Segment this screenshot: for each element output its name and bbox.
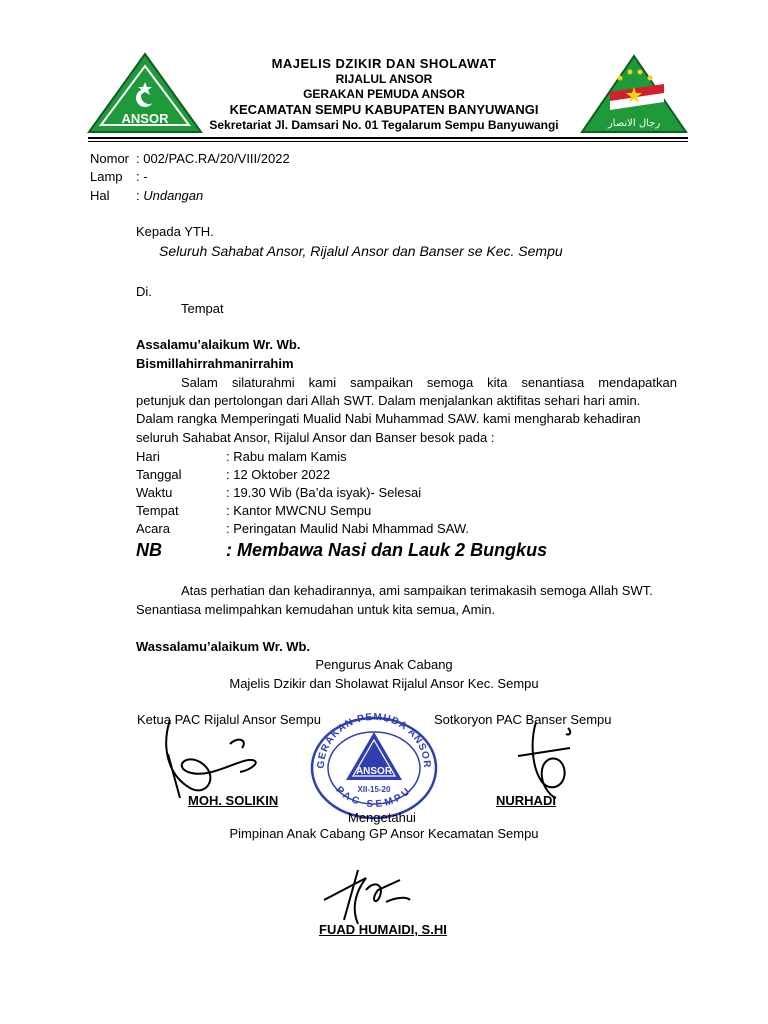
approver-name: FUAD HUMAIDI, S.HI [319, 922, 447, 937]
nomor-value: : 002/PAC.RA/20/VIII/2022 [136, 151, 290, 166]
detail-value: : 12 Oktober 2022 [226, 467, 331, 482]
approver-organization: Pimpinan Anak Cabang GP Ansor Kecamatan Sempu [229, 826, 539, 841]
stamp-top-text: GERAKAN PEMUDA ANSOR [315, 711, 433, 769]
tempat-label: Tempat [181, 301, 224, 316]
left-signer-name: MOH. SOLIKIN [188, 793, 279, 808]
letterhead-line4: KECAMATAN SEMPU KABUPATEN BANYUWANGI [229, 102, 539, 117]
paragraph-line: seluruh Sahabat Ansor, Rijalul Ansor dan Banser besok pada : [136, 430, 495, 445]
right-signer-title: Sotkoryon PAC Banser Sempu [434, 712, 612, 727]
detail-label: Tempat [136, 503, 179, 518]
basmalah: Bismillahirrahmanirrahim [136, 356, 294, 371]
detail-value: : Rabu malam Kamis [226, 449, 347, 464]
org-line1: Pengurus Anak Cabang [315, 657, 453, 672]
detail-label: Acara [136, 521, 170, 536]
kepada-label: Kepada YTH. [136, 224, 214, 239]
hal-label: Hal [90, 188, 110, 203]
letterhead-line5: Sekretariat Jl. Damsari No. 01 Tegalarum Sempu Banyuwangi [209, 118, 559, 132]
recipient-name: Seluruh Sahabat Ansor, Rijalul Ansor dan Banser se Kec. Sempu [159, 243, 563, 259]
lamp-label: Lamp [90, 169, 123, 184]
letterhead-divider-thin [88, 141, 688, 142]
right-signer-name: NURHADI [496, 793, 556, 808]
detail-label: Hari [136, 449, 160, 464]
mengetahui-label: Mengetahui [348, 810, 416, 825]
approver-signature [314, 860, 414, 930]
letterhead-line3: GERAKAN PEMUDA ANSOR [303, 87, 465, 101]
letterhead-line1: MAJELIS DZIKIR DAN SHOLAWAT [271, 56, 497, 71]
greeting: Assalamu’alaikum Wr. Wb. [136, 337, 301, 352]
stamp-bottom-text: PAC SEMPU [333, 784, 415, 811]
nomor-label: Nomor [90, 151, 130, 166]
nb-label: NB [136, 540, 162, 560]
closing-line: Atas perhatian dan kehadirannya, ami sampaikan terimakasih semoga Allah SWT. [181, 583, 653, 598]
detail-value: : Kantor MWCNU Sempu [226, 503, 372, 518]
hal-value: : Undangan [136, 188, 204, 203]
paragraph-line: Salam silaturahmi kami sampaikan semoga kita senantiasa mendapatkan [181, 375, 677, 390]
detail-label: Tanggal [136, 467, 182, 482]
organization-stamp [304, 710, 444, 820]
lamp-value: : - [136, 169, 148, 184]
letterhead-divider [88, 137, 688, 139]
org-line2: Majelis Dzikir dan Sholawat Rijalul Ansor Kec. Sempu [229, 676, 539, 691]
closing-line: Senantiasa melimpahkan kemudahan untuk kita semua, Amin. [136, 602, 496, 617]
paragraph-line: Dalam rangka Memperingati Mualid Nabi Muhammad SAW. kami mengharab kehadiran [136, 411, 641, 426]
right-logo-text: رجال الانصار [607, 118, 661, 129]
stamp-code: XII-15-20 [357, 785, 391, 794]
paragraph-line: petunjuk dan pertolongan dari Allah SWT. Dalam menjalankan aktifitas sehari hari amin. [136, 393, 641, 408]
di-label: Di. [136, 284, 152, 299]
letterhead-line2: RIJALUL ANSOR [335, 72, 433, 86]
left-signature [160, 714, 280, 800]
stamp-center-text: ANSOR [355, 766, 393, 777]
left-signer-title: Ketua PAC Rijalul Ansor Sempu [137, 712, 322, 727]
farewell: Wassalamu’alaikum Wr. Wb. [136, 639, 311, 654]
detail-value: : Peringatan Maulid Nabi Mhammad SAW. [226, 521, 470, 536]
detail-value: : 19.30 Wib (Ba’da isyak)- Selesai [226, 485, 422, 500]
nb-value: : Membawa Nasi dan Lauk 2 Bungkus [226, 540, 548, 560]
left-logo-text: ANSOR [121, 111, 169, 126]
detail-label: Waktu [136, 485, 173, 500]
right-signature [506, 718, 586, 800]
